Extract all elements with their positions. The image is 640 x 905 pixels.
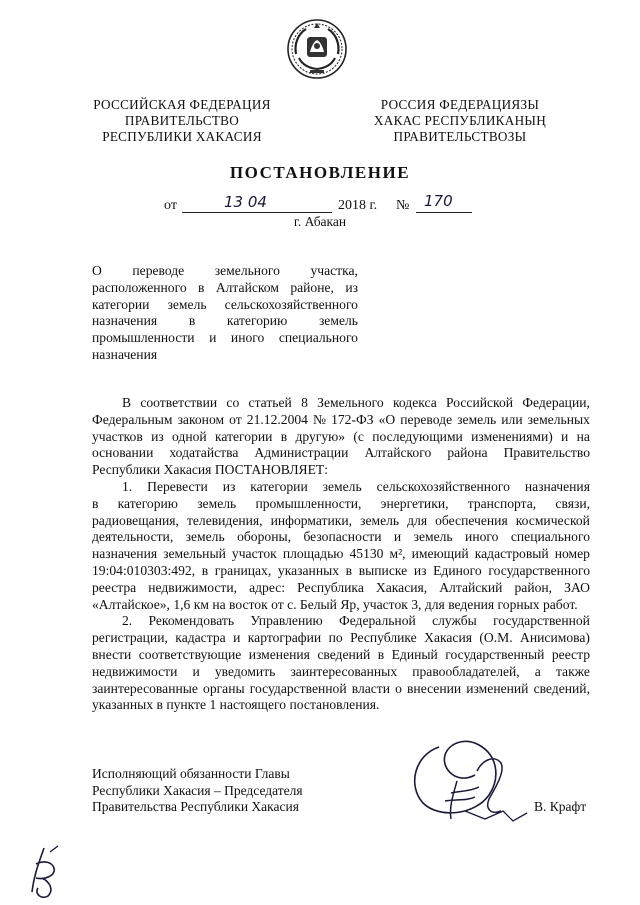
subject-line	[92, 297, 358, 314]
word: изменения	[248, 646, 310, 662]
word: районе,	[290, 279, 334, 295]
word: Хакасия	[424, 630, 472, 646]
word: обороны,	[237, 529, 292, 545]
word: Республика	[297, 579, 364, 595]
body-line	[92, 563, 590, 580]
word: обеспечения	[435, 512, 508, 528]
header-ru-line-2: ПРАВИТЕЛЬСТВО	[124, 113, 240, 128]
number-sign: №	[396, 198, 410, 213]
word: недвижимости	[92, 663, 178, 679]
word: другую»	[295, 428, 346, 444]
word: назначения	[92, 546, 158, 562]
word: о	[395, 680, 402, 696]
word: О	[92, 263, 102, 278]
word: земель	[167, 296, 207, 312]
word: изменений	[466, 680, 529, 696]
document-subject	[92, 263, 358, 364]
word: 8	[301, 395, 308, 410]
date-year: 2018 г.	[338, 198, 378, 213]
word: (с	[353, 428, 364, 444]
subject-line: назначения	[92, 346, 158, 362]
word: правообладателей,	[412, 663, 520, 679]
word: в	[345, 562, 353, 578]
word: земель	[197, 495, 237, 511]
word: Федеральной	[338, 613, 416, 629]
word: заинтересованных	[290, 663, 398, 679]
word: законом	[177, 411, 225, 427]
body-line	[92, 580, 590, 597]
word: в	[188, 313, 196, 329]
subject-line	[92, 280, 358, 297]
word: реестр	[551, 646, 590, 662]
word: сведений,	[533, 680, 590, 696]
word: а	[534, 663, 541, 679]
word: телевидения,	[186, 512, 263, 528]
word: сведений	[317, 646, 371, 662]
word: кадастра	[175, 630, 226, 646]
word: категории	[215, 428, 273, 444]
word: 45130	[349, 546, 384, 562]
word: космической	[515, 512, 590, 528]
word: государственной	[493, 613, 590, 629]
word: 19:04:010303:492,	[92, 562, 196, 578]
word: земельных	[527, 411, 590, 427]
word: и	[393, 529, 402, 545]
word: земель	[413, 529, 453, 545]
word: переводе	[132, 263, 185, 278]
word: специального	[278, 330, 358, 346]
word: внести	[92, 646, 132, 662]
body-line	[92, 664, 590, 681]
word: земель	[185, 529, 225, 545]
word: земель	[360, 512, 400, 528]
word: заинтересованные	[92, 680, 198, 696]
word: Российской	[446, 395, 514, 410]
word: и	[192, 663, 200, 679]
word: статьей	[248, 395, 292, 410]
word: промышленности	[92, 330, 195, 346]
body-line	[92, 513, 590, 530]
word: 1.	[122, 478, 133, 494]
body-line	[92, 395, 590, 412]
word: соответствии	[140, 395, 218, 410]
word: участков	[92, 428, 143, 444]
signer-title-line-1: Исполняющий обязанности Главы	[92, 766, 290, 781]
word: границах,	[214, 562, 272, 578]
header-khakas	[372, 97, 548, 145]
header-kh-line-3: ПРАВИТЕЛЬСТВОЗЫ	[393, 129, 527, 144]
word: сельскохозяйственного	[376, 478, 510, 494]
word: (О.М.	[479, 630, 513, 646]
word: в	[92, 495, 99, 511]
word: картографии	[247, 630, 322, 646]
word: сельскохозяйственного	[224, 296, 358, 312]
word: энергетики,	[380, 495, 449, 511]
body-line	[92, 681, 590, 698]
word: земель	[318, 313, 358, 329]
word: 172-ФЗ	[331, 411, 374, 427]
word: органы	[203, 680, 245, 696]
word: категории	[250, 478, 308, 494]
word: специального	[510, 529, 590, 545]
word: или	[501, 411, 523, 427]
body-line	[92, 429, 590, 446]
word: Администрации	[254, 445, 349, 461]
word: по	[328, 630, 343, 646]
word: категорию	[226, 313, 288, 329]
subject-line	[92, 313, 358, 330]
margin-initials-icon	[14, 842, 74, 900]
word: назначения	[92, 313, 158, 329]
word: земель	[322, 478, 362, 494]
word: одной	[172, 428, 207, 444]
word: на	[576, 428, 590, 444]
item-2	[92, 613, 590, 714]
word: также	[555, 663, 590, 679]
word: ходатайства	[169, 445, 239, 461]
handwritten-date: 13 04	[224, 193, 267, 211]
word: иного	[465, 529, 499, 545]
word: реестра	[92, 579, 137, 595]
word: номер	[554, 546, 590, 562]
body-line	[92, 445, 590, 462]
signer-block	[92, 766, 303, 816]
header-ru-line-3: РЕСПУБЛИКИ ХАКАСИЯ	[102, 129, 262, 144]
header-kh-line-2: ХАКАС РЕСПУБЛИКАНЫҢ	[373, 113, 547, 128]
word: кадастровый	[474, 546, 549, 562]
word: Правительство	[503, 445, 590, 461]
item-1	[92, 479, 590, 613]
word: соответствующие	[138, 646, 242, 662]
body-line	[92, 412, 590, 429]
signer-name: В. Крафт	[534, 799, 587, 814]
word: площадью	[282, 546, 344, 562]
word: Анисимова)	[520, 630, 590, 646]
word: из	[222, 478, 236, 494]
word: последующими	[372, 428, 463, 444]
word: 21.12.2004	[246, 411, 308, 427]
word: уведомить	[214, 663, 276, 679]
word: государственного	[488, 562, 590, 578]
document-body	[92, 395, 590, 714]
word: Алтайском	[215, 279, 279, 295]
word: Перевести	[147, 478, 208, 494]
subject-line	[92, 263, 358, 280]
body-line	[92, 546, 590, 563]
word: и	[233, 630, 241, 646]
word: адрес:	[249, 579, 286, 595]
word: Земельного	[317, 395, 384, 410]
word: земельный	[163, 546, 226, 562]
word: расположенного	[92, 279, 187, 295]
word: район,	[514, 579, 553, 595]
word: иного	[230, 330, 265, 346]
word: имеющий	[411, 546, 469, 562]
date-underline	[182, 212, 332, 213]
body-line	[92, 479, 590, 496]
word: Республике	[350, 630, 417, 646]
subject-line	[92, 330, 358, 347]
word: из	[151, 428, 164, 444]
word: недвижимости,	[148, 579, 238, 595]
word: и	[561, 428, 569, 444]
word: для	[407, 512, 428, 528]
word: Федерации,	[522, 395, 590, 410]
date-prefix: от	[164, 198, 177, 213]
word: В	[122, 395, 132, 410]
word: связи,	[555, 495, 590, 511]
word: м²,	[389, 546, 406, 562]
document-title: ПОСТАНОВЛЕНИЕ	[229, 163, 411, 182]
word: изменениями)	[471, 428, 553, 444]
word: района	[447, 445, 488, 461]
body-line: «Алтайское», 1,6 км на восток от с. Белый Яр, участок 3, для ведения горных работ.	[92, 596, 578, 612]
word: со	[226, 395, 240, 410]
body-line	[92, 613, 590, 630]
word: кодекса	[392, 395, 437, 410]
word: регистрации,	[92, 630, 168, 646]
word: Алтайского	[364, 445, 432, 461]
word: от	[229, 411, 242, 427]
body-line: указанных в пункте 1 настоящего постановления.	[92, 697, 380, 713]
word: №	[313, 411, 326, 427]
header-russian	[92, 97, 272, 145]
number-underline	[416, 212, 472, 213]
word: земель	[457, 411, 497, 427]
word: назначения	[524, 478, 590, 494]
handwritten-signature-icon	[405, 715, 545, 830]
body-line	[92, 529, 590, 546]
word: выписке	[358, 562, 408, 578]
word: государственной	[249, 680, 347, 696]
word: службы	[432, 613, 477, 629]
word: участок	[231, 546, 277, 562]
word: Федеральным	[92, 411, 173, 427]
word: 2.	[122, 613, 133, 629]
word: в	[201, 562, 209, 578]
body-line	[92, 647, 590, 664]
word: Алтайский	[439, 579, 503, 595]
word: Единого	[433, 562, 482, 578]
word: в	[280, 428, 288, 444]
word: основании	[92, 445, 154, 461]
header-ru-line-1: РОССИЙСКАЯ ФЕДЕРАЦИЯ	[93, 97, 271, 112]
body-line: Республики Хакасия ПОСТАНОВЛЯЕТ:	[92, 462, 328, 478]
word: в	[198, 279, 205, 295]
word: из	[345, 279, 358, 295]
body-line	[92, 496, 590, 513]
khakassia-emblem-icon	[286, 18, 348, 80]
word: власти	[351, 680, 391, 696]
signer-title-line-2: Республики Хакасия – Председателя	[92, 782, 303, 798]
word: из	[413, 562, 427, 578]
word: указанных	[277, 562, 340, 578]
word: радиовещания,	[92, 512, 179, 528]
word: участка,	[310, 263, 358, 278]
word: транспорта,	[467, 495, 537, 511]
word: и	[209, 330, 217, 346]
word: Хакасия,	[375, 579, 428, 595]
word: промышленности,	[255, 495, 362, 511]
word: ЗАО	[564, 579, 590, 595]
word: переводе	[400, 411, 453, 427]
word: категорию	[117, 495, 178, 511]
word: информатики,	[270, 512, 353, 528]
header-kh-line-1: РОССИЯ ФЕДЕРАЦИЯЗЫ	[380, 97, 540, 112]
word: Единый	[391, 646, 438, 662]
word: категории	[92, 296, 150, 312]
word: Управлению	[250, 613, 323, 629]
word: Рекомендовать	[148, 613, 235, 629]
word: безопасности	[303, 529, 382, 545]
word: государственный	[445, 646, 545, 662]
handwritten-number: 170	[424, 192, 453, 210]
word: земельного	[214, 263, 280, 278]
body-line	[92, 630, 590, 647]
word: в	[377, 646, 385, 662]
word: внесении	[407, 680, 462, 696]
city: г. Абакан	[293, 214, 347, 229]
word: «О	[378, 411, 396, 427]
signer-title-line-3: Правительства Республики Хакасия	[92, 799, 299, 814]
preamble	[92, 395, 590, 479]
word: деятельности,	[92, 529, 174, 545]
